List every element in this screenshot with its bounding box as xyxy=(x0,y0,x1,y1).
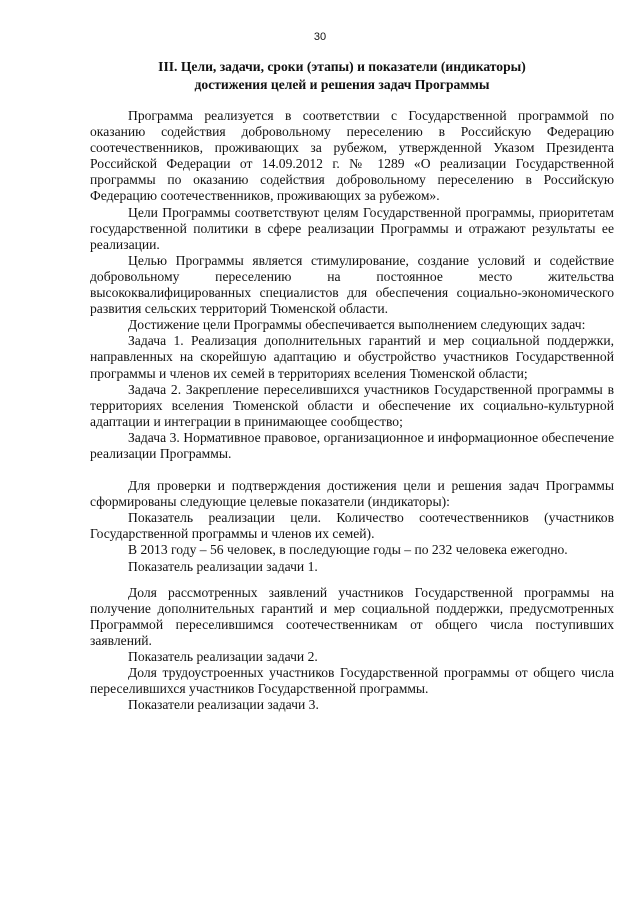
paragraph-program-aim: Целью Программы является стимулирование, создание условий и содействие добровольному переселению на постоянное место жительства высококвалифицированных специалистов для обеспечения социально-экономического развития сельских территорий Тюменской области. xyxy=(90,252,614,317)
paragraph-task-1-indicator-title: Показатель реализации задачи 1. xyxy=(128,558,318,574)
heading-line-1: III. Цели, задачи, сроки (этапы) и показатели (индикаторы) xyxy=(158,59,526,74)
paragraph-task-3-indicator-title: Показатели реализации задачи 3. xyxy=(128,697,319,713)
paragraph-program-basis: Программа реализуется в соответствии с Государственной программой по оказанию содействия добровольному переселению в Российскую Федерацию соотечественников, проживающих за рубежом, утвержденной Указом Президента Российской Федерации от 14.09.2012 г. № 1289 «О реализации Государственной программы по оказанию содействия добровольному переселению в Российскую Федерацию соотечественников, проживающих за рубежом». xyxy=(90,108,614,204)
paragraph-task-2-indicator: Доля трудоустроенных участников Государственной программы от общего числа переселившихся участников Государственной программы. xyxy=(90,665,614,697)
paragraph-task-2-indicator-title: Показатель реализации задачи 2. xyxy=(128,649,318,664)
paragraph-task-1: Задача 1. Реализация дополнительных гарантий и мер социальной поддержки, направленных на скорейшую адаптацию и обустройство участников Государственной программы и членов их семей в территориях вселения Тюменской области; xyxy=(90,333,614,381)
heading-line-2: достижения целей и решения задач Программы xyxy=(194,76,490,92)
paragraph-goal-indicator-values: В 2013 году – 56 человек, в последующие годы – по 232 человека ежегодно. xyxy=(128,542,568,558)
paragraph-goal-indicator: Показатель реализации цели. Количество соотечественников (участников Государственной программы и членов их семей). xyxy=(90,510,614,542)
paragraph-task-2: Задача 2. Закрепление переселившихся участников Государственной программы в территориях вселения Тюменской области и обеспечение их социально-культурной адаптации и интеграции в принимающее сообщество; xyxy=(90,381,614,429)
paragraph-task-3: Задача 3. Нормативное правовое, организационное и информационное обеспечение реализации Программы. xyxy=(90,429,614,461)
paragraph-tasks-intro: Достижение цели Программы обеспечивается выполнением следующих задач: xyxy=(128,317,586,333)
paragraph-task-1-indicator: Доля рассмотренных заявлений участников Государственной программы на получение дополнительных гарантий и мер социальной поддержки, предусмотренных Программой переселившимся соотечественникам от общего числа поступивших заявлений. xyxy=(90,584,614,648)
paragraph-program-goals: Цели Программы соответствуют целям Государственной программы, приоритетам государственной политики в сфере реализации Программы и отражают результаты ее реализации. xyxy=(90,204,614,252)
page-number: 30 xyxy=(313,31,327,43)
document-body xyxy=(90,108,614,713)
section-heading xyxy=(92,58,592,93)
paragraph-indicators-intro: Для проверки и подтверждения достижения цели и решения задач Программы сформированы следующие целевые показатели (индикаторы): xyxy=(90,478,614,510)
